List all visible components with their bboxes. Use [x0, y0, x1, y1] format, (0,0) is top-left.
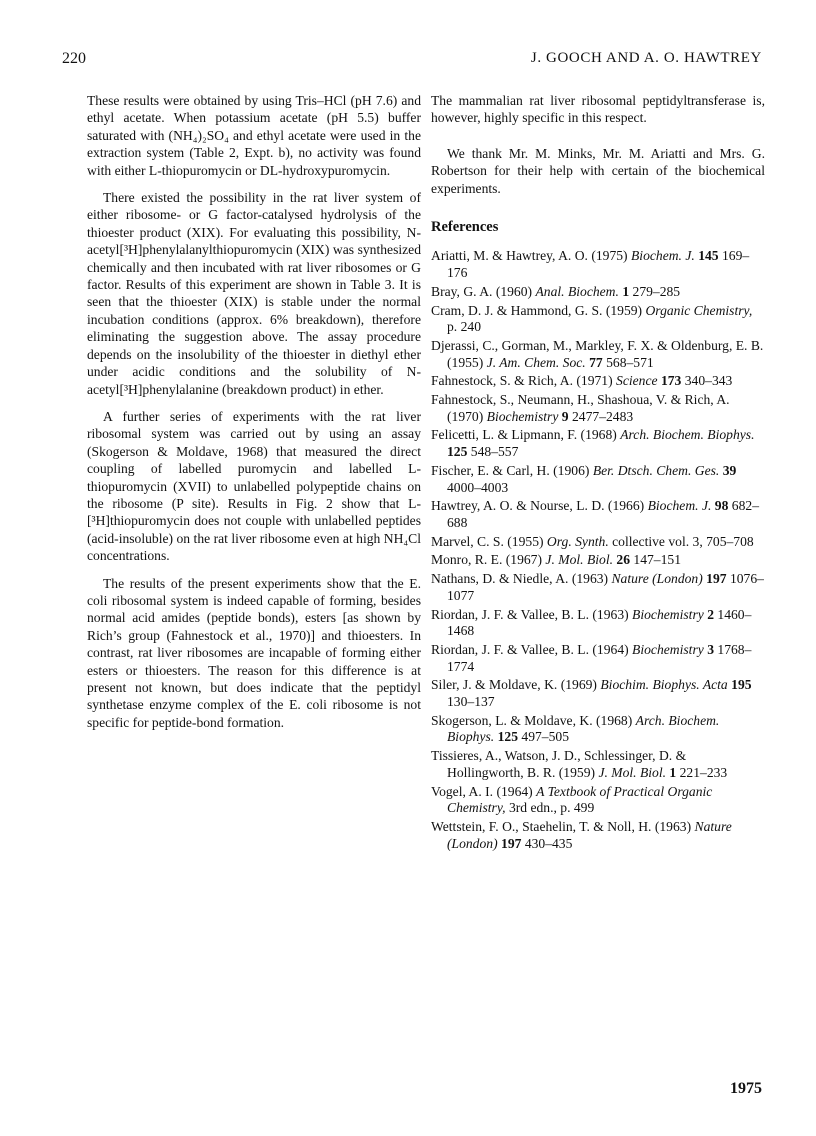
- reference-authors: Hawtrey, A. O. & Nourse, L. D. (1966): [431, 498, 645, 514]
- left-column: [87, 92, 421, 741]
- footer-year: 1975: [730, 1080, 762, 1097]
- reference-pages: 1076–1077: [447, 571, 764, 603]
- reference-pages: 340–343: [684, 373, 733, 389]
- reference-authors: Vogel, A. I. (1964): [431, 783, 533, 799]
- reference-authors: Nathans, D. & Niedle, A. (1963): [431, 571, 609, 587]
- reference-list: [431, 248, 765, 852]
- reference-authors: Djerassi, C., Gorman, M., Markley, F. X. & Oldenburg, E. B. (1955): [431, 337, 764, 370]
- reference-journal: Ber. Dtsch. Chem. Ges.: [592, 462, 720, 478]
- reference-pages: 682–688: [447, 498, 759, 530]
- reference-journal: Org. Synth.: [546, 533, 609, 549]
- reference-authors: Fahnestock, S. & Rich, A. (1971): [431, 373, 613, 389]
- reference-journal: Biochemistry: [486, 408, 559, 424]
- reference-item: [431, 784, 765, 817]
- reference-pages: 2477–2483: [572, 408, 634, 424]
- reference-journal: Science: [616, 373, 658, 389]
- reference-journal: Biochim. Biophys. Acta: [600, 677, 728, 693]
- reference-item: [431, 677, 765, 710]
- reference-pages: 497–505: [521, 729, 569, 745]
- reference-pages: 1768–1774: [447, 641, 752, 674]
- running-head: J. GOOCH AND A. O. HAWTREY: [530, 50, 762, 66]
- reference-volume: 98: [714, 498, 729, 514]
- reference-item: [431, 498, 765, 531]
- paragraph-continuation: The mammalian rat liver ribosomal peptidyltransferase is, however, highly specific in this respect.: [431, 93, 765, 126]
- reference-item: [431, 607, 765, 640]
- reference-authors: Ariatti, M. & Hawtrey, A. O. (1975): [431, 248, 628, 264]
- reference-authors: Marvel, C. S. (1955): [431, 533, 544, 549]
- paragraph: These results were obtained by using Tris–HCl (pH 7.6) and ethyl acetate. When potassium acetate (pH 5.5) buffer saturated with (NH₄)₂SO₄ and ethyl acetate were used in the extraction system (Table 2, Expt. b), no activity was found with either L-thiopuromycin or DL-hydroxypuromycin.: [87, 93, 421, 178]
- reference-item: [431, 819, 765, 852]
- paragraph: A further series of experiments with the rat liver ribosomal system was carried out by using an assay (Skogerson & Moldave, 1968) that measured the direct coupling of labelled puromycin and labelled L-thiopuromycin (XVII) to unlabelled polypeptide chains on the ribosome (P site). Results in Fig. 2 show that L-[³H]thiopuromycin does not couple with unlabelled peptides (acid-insoluble) on the rat liver ribosome even at high NH₄Cl concentrations.: [87, 408, 421, 564]
- reference-volume: 195: [731, 677, 752, 693]
- reference-volume: 3: [707, 641, 714, 657]
- reference-journal: Anal. Biochem.: [535, 283, 619, 299]
- reference-volume: 125: [497, 729, 518, 745]
- reference-item: [431, 338, 765, 371]
- reference-pages: 548–557: [470, 444, 519, 460]
- reference-volume: 2: [707, 606, 714, 622]
- reference-volume: 77: [589, 354, 603, 370]
- reference-journal: J. Am. Chem. Soc.: [486, 354, 586, 370]
- reference-pages: 430–435: [524, 835, 573, 851]
- reference-item: [431, 392, 765, 425]
- reference-journal: Nature (London): [611, 571, 703, 587]
- reference-authors: Fischer, E. & Carl, H. (1906): [431, 462, 590, 478]
- paragraph: The results of the present experiments show that the E. coli ribosomal system is indeed capable of forming, besides normal acid amides (peptide bonds), esters [as shown by Rich’s group (Fahnestock et al., 1970)] and thioesters. In contrast, rat liver ribosomes are incapable of forming either esters or thioesters. The reason for this difference is at present not known, but does indicate that the peptidyl synthetase enzyme complex of the E. coli ribosome is not specific for peptide-bond formation.: [87, 575, 421, 730]
- reference-volume: 173: [660, 373, 682, 389]
- reference-authors: Cram, D. J. & Hammond, G. S. (1959): [431, 302, 643, 318]
- reference-authors: Fahnestock, S., Neumann, H., Shashoua, V. & Rich, A. (1970): [431, 392, 730, 424]
- reference-authors: Riordan, J. F. & Vallee, B. L. (1963): [431, 606, 629, 622]
- reference-item: [431, 373, 765, 390]
- reference-journal: Biochem. J.: [647, 498, 712, 514]
- reference-volume: 197: [706, 571, 727, 587]
- reference-volume: 39: [722, 462, 737, 478]
- reference-item: [431, 463, 765, 496]
- reference-journal: J. Mol. Biol.: [545, 552, 613, 568]
- reference-volume: 9: [561, 408, 569, 424]
- reference-authors: Skogerson, L. & Moldave, K. (1968): [431, 712, 633, 728]
- page-number: 220: [62, 50, 86, 67]
- reference-journal: J. Mol. Biol.: [598, 764, 667, 780]
- reference-journal: Biochemistry: [632, 641, 704, 657]
- reference-journal: Biochemistry: [632, 606, 704, 622]
- reference-authors: Siler, J. & Moldave, K. (1969): [431, 677, 597, 693]
- reference-pages: 1460–1468: [447, 606, 752, 639]
- reference-pages: 130–137: [447, 694, 495, 710]
- reference-item: [431, 748, 765, 781]
- reference-authors: Monro, R. E. (1967): [431, 552, 543, 568]
- reference-pages: 147–151: [633, 552, 681, 568]
- reference-authors: Bray, G. A. (1960): [431, 283, 533, 299]
- reference-authors: Wettstein, F. O., Staehelin, T. & Noll, H. (1963): [431, 818, 692, 834]
- reference-journal: Arch. Biochem. Biophys.: [447, 712, 720, 745]
- reference-item: [431, 571, 765, 604]
- reference-pages: 4000–4003: [447, 479, 509, 495]
- reference-volume: 145: [698, 248, 719, 264]
- reference-volume: 1: [669, 764, 677, 780]
- paragraph: There existed the possibility in the rat liver system of either ribosome- or G factor-catalysed hydrolysis of the thioester product (XIX). For evaluating this possibility, N-acetyl[³H]phenylalanylthiopuromycin (XIX) was synthesized chemically and then incubated with rat liver ribosomes or G factor. Results of this experiment are shown in Table 3. It is seen that the thioester (XIX) is stable under the normal incubation conditions (approx. 6% breakdown), therefore eliminating the suggestion above. The assay procedure depends on the insolubility of the thioester in diethyl ether under acidic conditions and the solubility of N-acetyl[³H]phenylalanine (breakdown product) in ether.: [87, 190, 421, 397]
- reference-pages: p. 240: [447, 319, 481, 335]
- reference-item: [431, 534, 765, 551]
- acknowledgement: We thank Mr. M. Minks, Mr. M. Ariatti and Mrs. G. Robertson for their help with certain of the biochemical experiments.: [431, 145, 765, 196]
- reference-authors: Felicetti, L. & Lipmann, F. (1968): [431, 427, 617, 443]
- reference-journal: A Textbook of Practical Organic Chemistry,: [447, 783, 713, 816]
- reference-item: [431, 248, 765, 281]
- reference-journal: Organic Chemistry,: [645, 302, 753, 318]
- reference-volume: 197: [501, 835, 522, 851]
- reference-pages: 279–285: [632, 283, 681, 299]
- reference-item: [431, 642, 765, 675]
- reference-journal: Arch. Biochem. Biophys.: [620, 427, 755, 443]
- reference-pages: 3rd edn., p. 499: [508, 800, 595, 816]
- reference-journal: Nature (London): [447, 818, 732, 851]
- reference-item: [431, 552, 765, 569]
- reference-pages: 169–176: [447, 248, 750, 281]
- reference-volume: 26: [616, 552, 630, 568]
- reference-item: [431, 284, 765, 301]
- reference-item: [431, 427, 765, 460]
- reference-pages: collective vol. 3, 705–708: [612, 533, 754, 549]
- reference-item: [431, 713, 765, 746]
- reference-volume: 1: [622, 283, 630, 299]
- references-heading: References: [431, 219, 499, 236]
- right-column: [431, 92, 765, 854]
- page-header: [62, 50, 762, 74]
- reference-pages: 221–233: [679, 764, 728, 780]
- reference-journal: Biochem. J.: [630, 248, 695, 264]
- reference-authors: Tissieres, A., Watson, J. D., Schlessinger, D. & Hollingworth, B. R. (1959): [431, 748, 687, 780]
- reference-item: [431, 303, 765, 336]
- reference-pages: 568–571: [606, 354, 654, 370]
- reference-authors: Riordan, J. F. & Vallee, B. L. (1964): [431, 641, 629, 657]
- reference-volume: 125: [447, 444, 468, 460]
